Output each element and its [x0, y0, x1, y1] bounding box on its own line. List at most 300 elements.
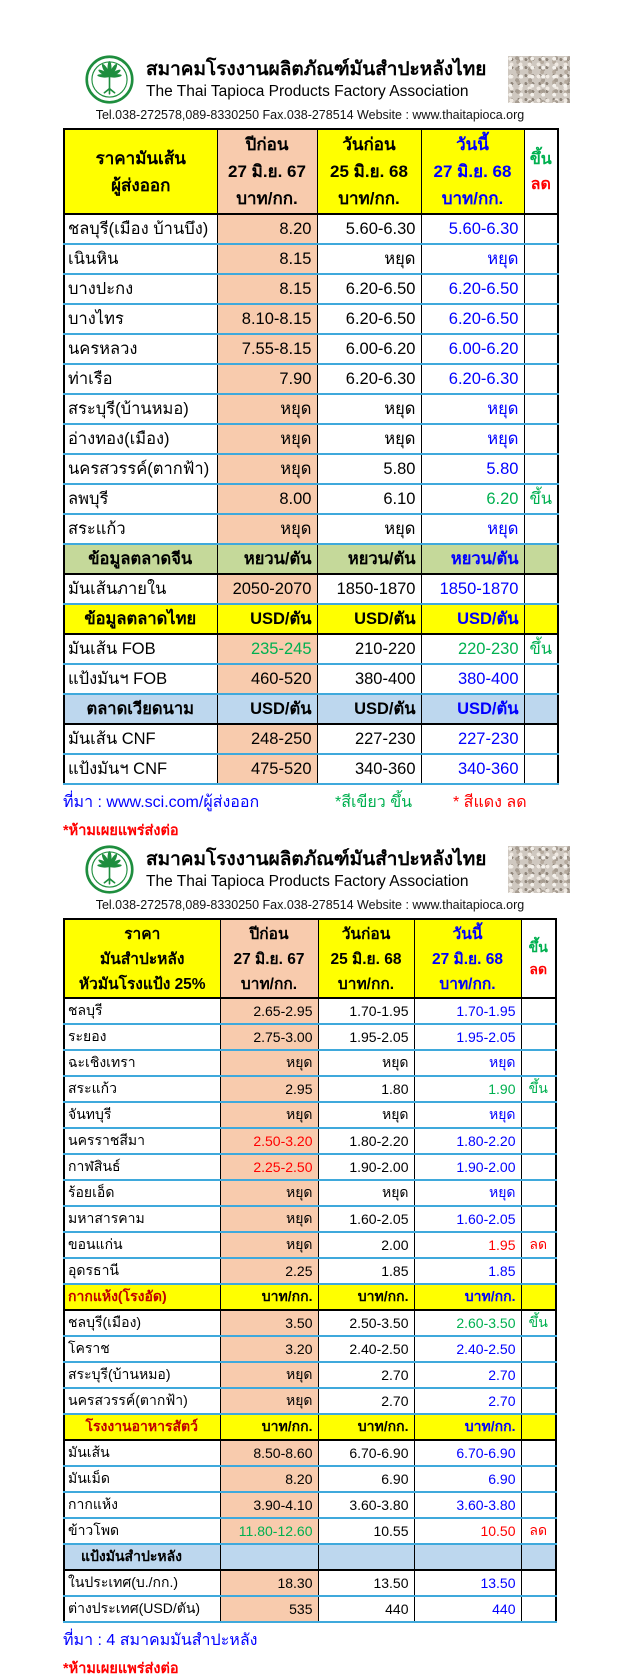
- table-row: [64, 1180, 556, 1206]
- prev-year-value: 11.80-12.60: [220, 1518, 318, 1544]
- today-value: 1.95-2.05: [414, 1024, 521, 1050]
- prev-year-value: 535: [220, 1596, 318, 1622]
- table-row: [64, 1570, 556, 1596]
- association-title-thai: สมาคมโรงงานผลิตภัณฑ์มันสำปะหลังไทย: [146, 58, 487, 80]
- row-label: สระบุรี(บ้านหมอ): [64, 1362, 220, 1388]
- row-label: ระยอง: [64, 1024, 220, 1050]
- table-row: [64, 664, 558, 694]
- prev-day-value: หยุด: [318, 1102, 414, 1128]
- prev-day-value: หยวน/ตัน: [317, 544, 421, 574]
- prev-day-value: 6.70-6.90: [318, 1440, 414, 1466]
- trend-value: ลด: [521, 1232, 556, 1258]
- today-value: 6.20-6.30: [421, 364, 524, 394]
- row-label: ข้าวโพด: [64, 1518, 220, 1544]
- header-line: ราคา: [124, 926, 161, 943]
- association-seal-icon: [85, 55, 134, 104]
- prev-day-value: 1.80: [318, 1076, 414, 1102]
- section-row: [64, 694, 558, 724]
- prev-year-value: 2.50-3.20: [220, 1128, 318, 1154]
- trend-value: ขึ้น: [524, 484, 558, 514]
- table-row: [64, 424, 558, 454]
- association-titles: [146, 57, 486, 101]
- prev-year-value: หยุด: [217, 514, 317, 544]
- prev-day-value: 3.60-3.80: [318, 1492, 414, 1518]
- prev-day-value: บาท/กก.: [318, 1414, 414, 1440]
- today-value: 1.90-2.00: [414, 1154, 521, 1180]
- prev-day-value: 6.90: [318, 1466, 414, 1492]
- prev-day-value: หยุด: [318, 1180, 414, 1206]
- row-label: อุดรธานี: [64, 1258, 220, 1284]
- trend-value: ขึ้น: [521, 1076, 556, 1102]
- section-row: [64, 1284, 556, 1310]
- table-row: [64, 1102, 556, 1128]
- exporter-price-table: [63, 128, 559, 785]
- row-label: มันเส้น: [64, 1440, 220, 1466]
- table-row: [64, 1258, 556, 1284]
- column-header-prev-day: [318, 919, 414, 998]
- today-value: [414, 1544, 521, 1570]
- prev-year-value: 248-250: [217, 724, 317, 754]
- row-label: มหาสารคาม: [64, 1206, 220, 1232]
- trend-value: [524, 604, 558, 634]
- table-row: [64, 1492, 556, 1518]
- row-label: ร้อยเอ็ด: [64, 1180, 220, 1206]
- today-value: 380-400: [421, 664, 524, 694]
- header-line: วันนี้: [452, 926, 483, 943]
- table-row: [64, 364, 558, 394]
- row-label: โรงงานอาหารสัตว์: [64, 1414, 220, 1440]
- today-value: หยุด: [421, 514, 524, 544]
- prev-day-value: 210-220: [317, 634, 421, 664]
- today-value: 1850-1870: [421, 574, 524, 604]
- row-label: บางปะกง: [64, 274, 217, 304]
- table-row: [64, 634, 558, 664]
- prev-day-value: 6.20-6.50: [317, 274, 421, 304]
- prev-year-value: 2.65-2.95: [220, 998, 318, 1024]
- trend-value: [521, 1544, 556, 1570]
- prev-day-value: USD/ตัน: [317, 604, 421, 634]
- row-label: บางไทร: [64, 304, 217, 334]
- trend-value: [521, 1024, 556, 1050]
- today-value: บาท/กก.: [414, 1414, 521, 1440]
- prev-year-value: หยุด: [217, 394, 317, 424]
- legend-up-note: *สีเขียว ขึ้น: [335, 794, 413, 811]
- today-value: 340-360: [421, 754, 524, 784]
- trend-value: [524, 694, 558, 724]
- today-value: 6.90: [414, 1466, 521, 1492]
- association-title-english: The Thai Tapioca Products Factory Association: [146, 872, 469, 890]
- prev-year-value: 2.25: [220, 1258, 318, 1284]
- trend-value: [521, 1570, 556, 1596]
- legend-down-note: * สีแดง ลด: [453, 794, 527, 811]
- trend-value: ขึ้น: [521, 1310, 556, 1336]
- today-value: 1.95: [414, 1232, 521, 1258]
- prev-day-value: 10.55: [318, 1518, 414, 1544]
- trend-value: [521, 1284, 556, 1310]
- table-row: [64, 1232, 556, 1258]
- header-line: หัวมันโรงแป้ง 25%: [78, 976, 206, 993]
- row-label: สระบุรี(บ้านหมอ): [64, 394, 217, 424]
- row-label: มันเส้นภายใน: [64, 574, 217, 604]
- table-row: [64, 1024, 556, 1050]
- prev-day-value: 2.50-3.50: [318, 1310, 414, 1336]
- row-label: ข้อมูลตลาดจีน: [64, 544, 217, 574]
- table-row: [64, 1440, 556, 1466]
- row-label: สระแก้ว: [64, 1076, 220, 1102]
- today-value: 6.00-6.20: [421, 334, 524, 364]
- prev-year-value: [220, 1544, 318, 1570]
- trend-value: [524, 664, 558, 694]
- association-titles: [146, 847, 486, 891]
- tapioca-chips-photo: [508, 56, 570, 103]
- table-row: [64, 274, 558, 304]
- prev-day-value: 2.40-2.50: [318, 1336, 414, 1362]
- prev-year-value: 2.95: [220, 1076, 318, 1102]
- prev-year-value: หยุด: [220, 1050, 318, 1076]
- trend-value: [524, 334, 558, 364]
- today-value: 6.70-6.90: [414, 1440, 521, 1466]
- table-header-row: [64, 919, 556, 998]
- section-row: [64, 1414, 556, 1440]
- prev-day-value: 6.20-6.50: [317, 304, 421, 334]
- contact-line: Tel.038-272578,089-8330250 Fax.038-278514 Website : www.thaitapioca.org: [95, 108, 525, 122]
- prev-day-value: หยุด: [317, 424, 421, 454]
- header-line: บาท/กก.: [240, 976, 298, 993]
- section-row: [64, 604, 558, 634]
- table-header-row: [64, 129, 558, 214]
- header-line: วันนี้: [456, 135, 489, 154]
- table-row: [64, 244, 558, 274]
- header-line: วันก่อน: [341, 926, 391, 943]
- trend-down-label: ลด: [529, 960, 548, 977]
- prev-year-value: หยวน/ตัน: [217, 544, 317, 574]
- prev-year-value: หยุด: [220, 1102, 318, 1128]
- trend-value: [524, 304, 558, 334]
- prev-day-value: 1850-1870: [317, 574, 421, 604]
- table-row: [64, 514, 558, 544]
- prev-day-value: หยุด: [317, 244, 421, 274]
- prev-year-value: หยุด: [220, 1388, 318, 1414]
- prev-year-value: บาท/กก.: [220, 1414, 318, 1440]
- today-value: 10.50: [414, 1518, 521, 1544]
- source-note: ที่มา : www.sci.com/ผู้ส่งออก: [63, 794, 260, 811]
- trend-value: [524, 454, 558, 484]
- column-header-prev-year: [217, 129, 317, 214]
- association-title-thai: สมาคมโรงงานผลิตภัณฑ์มันสำปะหลังไทย: [146, 848, 487, 870]
- prev-day-value: 227-230: [317, 724, 421, 754]
- prev-year-value: 7.90: [217, 364, 317, 394]
- header-line: บาท/กก.: [441, 189, 504, 208]
- root-price-report: [63, 840, 557, 1680]
- trend-value: [524, 214, 558, 244]
- table-row: [64, 1388, 556, 1414]
- row-label: แป้งมันฯ CNF: [64, 754, 217, 784]
- trend-value: [521, 1492, 556, 1518]
- prev-day-value: 340-360: [317, 754, 421, 784]
- row-label: นครสวรรค์(ตากฟ้า): [64, 454, 217, 484]
- source-note: ที่มา : 4 สมาคมมันสำปะหลัง: [63, 1632, 258, 1649]
- association-title-english: The Thai Tapioca Products Factory Association: [146, 82, 469, 100]
- trend-value: [524, 514, 558, 544]
- contact-line: Tel.038-272578,089-8330250 Fax.038-278514 Website : www.thaitapioca.org: [95, 898, 525, 912]
- no-redistribution-warning: *ห้ามเผยแพร่ส่งต่อ: [63, 1661, 179, 1677]
- prev-day-value: 6.00-6.20: [317, 334, 421, 364]
- trend-value: [521, 1336, 556, 1362]
- row-label: ตลาดเวียดนาม: [64, 694, 217, 724]
- today-value: หยุด: [414, 1102, 521, 1128]
- table-row: [64, 1050, 556, 1076]
- row-label: ลพบุรี: [64, 484, 217, 514]
- today-value: USD/ตัน: [421, 694, 524, 724]
- prev-year-value: บาท/กก.: [220, 1284, 318, 1310]
- association-header: [63, 50, 557, 108]
- today-value: 440: [414, 1596, 521, 1622]
- today-value: 13.50: [414, 1570, 521, 1596]
- today-value: USD/ตัน: [421, 604, 524, 634]
- table-row: [64, 1336, 556, 1362]
- trend-value: [521, 1466, 556, 1492]
- prev-year-value: 3.20: [220, 1336, 318, 1362]
- header-line: บาท/กก.: [439, 976, 496, 993]
- prev-year-value: 3.90-4.10: [220, 1492, 318, 1518]
- trend-value: [524, 754, 558, 784]
- trend-value: [521, 1206, 556, 1232]
- header-line: ปีก่อน: [245, 135, 289, 154]
- prev-year-value: 2050-2070: [217, 574, 317, 604]
- trend-up-label: ขึ้น: [529, 150, 552, 168]
- row-label: ท่าเรือ: [64, 364, 217, 394]
- prev-day-value: 6.10: [317, 484, 421, 514]
- today-value: หยุด: [414, 1050, 521, 1076]
- today-value: 5.80: [421, 454, 524, 484]
- prev-day-value: 5.80: [317, 454, 421, 484]
- today-value: 1.60-2.05: [414, 1206, 521, 1232]
- table-row: [64, 724, 558, 754]
- row-label: นครหลวง: [64, 334, 217, 364]
- header-line: 25 มิ.ย. 68: [330, 951, 402, 968]
- prev-year-value: 2.25-2.50: [220, 1154, 318, 1180]
- trend-value: [521, 998, 556, 1024]
- row-label: ชลบุรี: [64, 998, 220, 1024]
- prev-year-value: 475-520: [217, 754, 317, 784]
- row-label: ต่างประเทศ(USD/ตัน): [64, 1596, 220, 1622]
- today-value: 6.20: [421, 484, 524, 514]
- table-row: [64, 214, 558, 244]
- trend-value: [521, 1362, 556, 1388]
- row-label: ข้อมูลตลาดไทย: [64, 604, 217, 634]
- prev-day-value: [318, 1544, 414, 1570]
- row-label: มันเส้น FOB: [64, 634, 217, 664]
- prev-day-value: 1.95-2.05: [318, 1024, 414, 1050]
- trend-value: [521, 1414, 556, 1440]
- column-header-prev-day: [317, 129, 421, 214]
- trend-value: [521, 1440, 556, 1466]
- column-header-commodity: [64, 129, 217, 214]
- prev-year-value: 2.75-3.00: [220, 1024, 318, 1050]
- header-line: วันก่อน: [342, 135, 396, 154]
- root-price-table: [63, 918, 557, 1623]
- row-label: โคราช: [64, 1336, 220, 1362]
- prev-year-value: 7.55-8.15: [217, 334, 317, 364]
- header-line: 27 มิ.ย. 68: [431, 951, 503, 968]
- prev-year-value: 460-520: [217, 664, 317, 694]
- table-row: [64, 454, 558, 484]
- table-row: [64, 484, 558, 514]
- table-row: [64, 998, 556, 1024]
- column-header-today: [414, 919, 521, 998]
- prev-day-value: หยุด: [317, 514, 421, 544]
- exporter-price-report: [63, 50, 557, 842]
- row-label: แป้งมันสำปะหลัง: [64, 1544, 220, 1570]
- trend-value: [521, 1128, 556, 1154]
- column-header-prev-year: [220, 919, 318, 998]
- prev-year-value: 235-245: [217, 634, 317, 664]
- trend-value: [521, 1388, 556, 1414]
- trend-value: [524, 724, 558, 754]
- header-line: ปีก่อน: [249, 926, 289, 943]
- trend-value: [524, 364, 558, 394]
- today-value: 2.70: [414, 1388, 521, 1414]
- column-header-commodity: [64, 919, 220, 998]
- tapioca-chips-photo: [508, 846, 570, 893]
- today-value: 1.80-2.20: [414, 1128, 521, 1154]
- today-value: 2.60-3.50: [414, 1310, 521, 1336]
- prev-day-value: USD/ตัน: [317, 694, 421, 724]
- prev-year-value: USD/ตัน: [217, 604, 317, 634]
- section-row: [64, 1544, 556, 1570]
- header-line: บาท/กก.: [337, 976, 395, 993]
- prev-year-value: หยุด: [220, 1206, 318, 1232]
- prev-day-value: 380-400: [317, 664, 421, 694]
- today-value: 6.20-6.50: [421, 274, 524, 304]
- prev-year-value: หยุด: [220, 1232, 318, 1258]
- header-line: ราคามันเส้น: [95, 148, 186, 168]
- trend-value: [524, 574, 558, 604]
- prev-year-value: 8.50-8.60: [220, 1440, 318, 1466]
- today-value: หยวน/ตัน: [421, 544, 524, 574]
- today-value: 3.60-3.80: [414, 1492, 521, 1518]
- today-value: 227-230: [421, 724, 524, 754]
- prev-day-value: หยุด: [318, 1050, 414, 1076]
- column-header-trend: [521, 919, 556, 998]
- table-row: [64, 574, 558, 604]
- table-row: [64, 754, 558, 784]
- trend-value: [524, 424, 558, 454]
- row-label: ในประเทศ(บ./กก.): [64, 1570, 220, 1596]
- prev-day-value: 5.60-6.30: [317, 214, 421, 244]
- row-label: กากแห้ง(โรงอัด): [64, 1284, 220, 1310]
- today-value: 2.40-2.50: [414, 1336, 521, 1362]
- header-line: บาท/กก.: [338, 189, 400, 208]
- today-value: หยุด: [421, 424, 524, 454]
- trend-up-label: ขึ้น: [528, 938, 548, 955]
- row-label: มันเม็ด: [64, 1466, 220, 1492]
- trend-value: [524, 394, 558, 424]
- prev-day-value: 1.85: [318, 1258, 414, 1284]
- today-value: 220-230: [421, 634, 524, 664]
- prev-year-value: หยุด: [220, 1180, 318, 1206]
- today-value: บาท/กก.: [414, 1284, 521, 1310]
- prev-year-value: 8.20: [220, 1466, 318, 1492]
- trend-value: [524, 244, 558, 274]
- today-value: 1.70-1.95: [414, 998, 521, 1024]
- section-row: [64, 544, 558, 574]
- table-row: [64, 304, 558, 334]
- report-footer: [63, 790, 557, 815]
- prev-year-value: หยุด: [217, 454, 317, 484]
- row-label: ชลบุรี(เมือง บ้านบึง): [64, 214, 217, 244]
- prev-day-value: 13.50: [318, 1570, 414, 1596]
- table-row: [64, 1128, 556, 1154]
- association-seal-icon: [85, 845, 134, 894]
- prev-day-value: บาท/กก.: [318, 1284, 414, 1310]
- row-label: กาฬสินธ์: [64, 1154, 220, 1180]
- prev-year-value: หยุด: [217, 424, 317, 454]
- table-row: [64, 1518, 556, 1544]
- header-line: 27 มิ.ย. 67: [228, 162, 306, 181]
- prev-day-value: 2.00: [318, 1232, 414, 1258]
- table-row: [64, 334, 558, 364]
- prev-day-value: 2.70: [318, 1362, 414, 1388]
- header-line: บาท/กก.: [236, 189, 298, 208]
- header-line: ผู้ส่งออก: [111, 175, 171, 195]
- trend-value: ขึ้น: [524, 634, 558, 664]
- header-line: 25 มิ.ย. 68: [330, 162, 408, 181]
- table-row: [64, 1310, 556, 1336]
- today-value: 5.60-6.30: [421, 214, 524, 244]
- prev-day-value: 6.20-6.30: [317, 364, 421, 394]
- today-value: 2.70: [414, 1362, 521, 1388]
- header-line: 27 มิ.ย. 67: [233, 951, 305, 968]
- prev-year-value: 8.10-8.15: [217, 304, 317, 334]
- column-header-trend: [524, 129, 558, 214]
- prev-year-value: USD/ตัน: [217, 694, 317, 724]
- prev-day-value: 1.70-1.95: [318, 998, 414, 1024]
- row-label: เนินหิน: [64, 244, 217, 274]
- prev-day-value: 440: [318, 1596, 414, 1622]
- prev-year-value: หยุด: [220, 1362, 318, 1388]
- prev-year-value: 8.15: [217, 274, 317, 304]
- prev-year-value: 8.15: [217, 244, 317, 274]
- table-row: [64, 1076, 556, 1102]
- table-row: [64, 1362, 556, 1388]
- trend-value: [521, 1050, 556, 1076]
- row-label: สระแก้ว: [64, 514, 217, 544]
- today-value: 6.20-6.50: [421, 304, 524, 334]
- row-label: แป้งมันฯ FOB: [64, 664, 217, 694]
- today-value: หยุด: [421, 244, 524, 274]
- trend-value: [521, 1180, 556, 1206]
- today-value: หยุด: [414, 1180, 521, 1206]
- prev-day-value: 2.70: [318, 1388, 414, 1414]
- trend-value: [521, 1102, 556, 1128]
- table-row: [64, 1206, 556, 1232]
- trend-value: ลด: [521, 1518, 556, 1544]
- table-row: [64, 1466, 556, 1492]
- prev-day-value: 1.90-2.00: [318, 1154, 414, 1180]
- today-value: 1.90: [414, 1076, 521, 1102]
- today-value: หยุด: [421, 394, 524, 424]
- row-label: นครสวรรค์(ตากฟ้า): [64, 1388, 220, 1414]
- prev-year-value: 3.50: [220, 1310, 318, 1336]
- row-label: มันเส้น CNF: [64, 724, 217, 754]
- association-header: [63, 840, 557, 898]
- row-label: อ่างทอง(เมือง): [64, 424, 217, 454]
- prev-year-value: 8.20: [217, 214, 317, 244]
- no-redistribution-warning: *ห้ามเผยแพร่ส่งต่อ: [63, 823, 179, 839]
- trend-down-label: ลด: [530, 175, 551, 193]
- trend-value: [521, 1258, 556, 1284]
